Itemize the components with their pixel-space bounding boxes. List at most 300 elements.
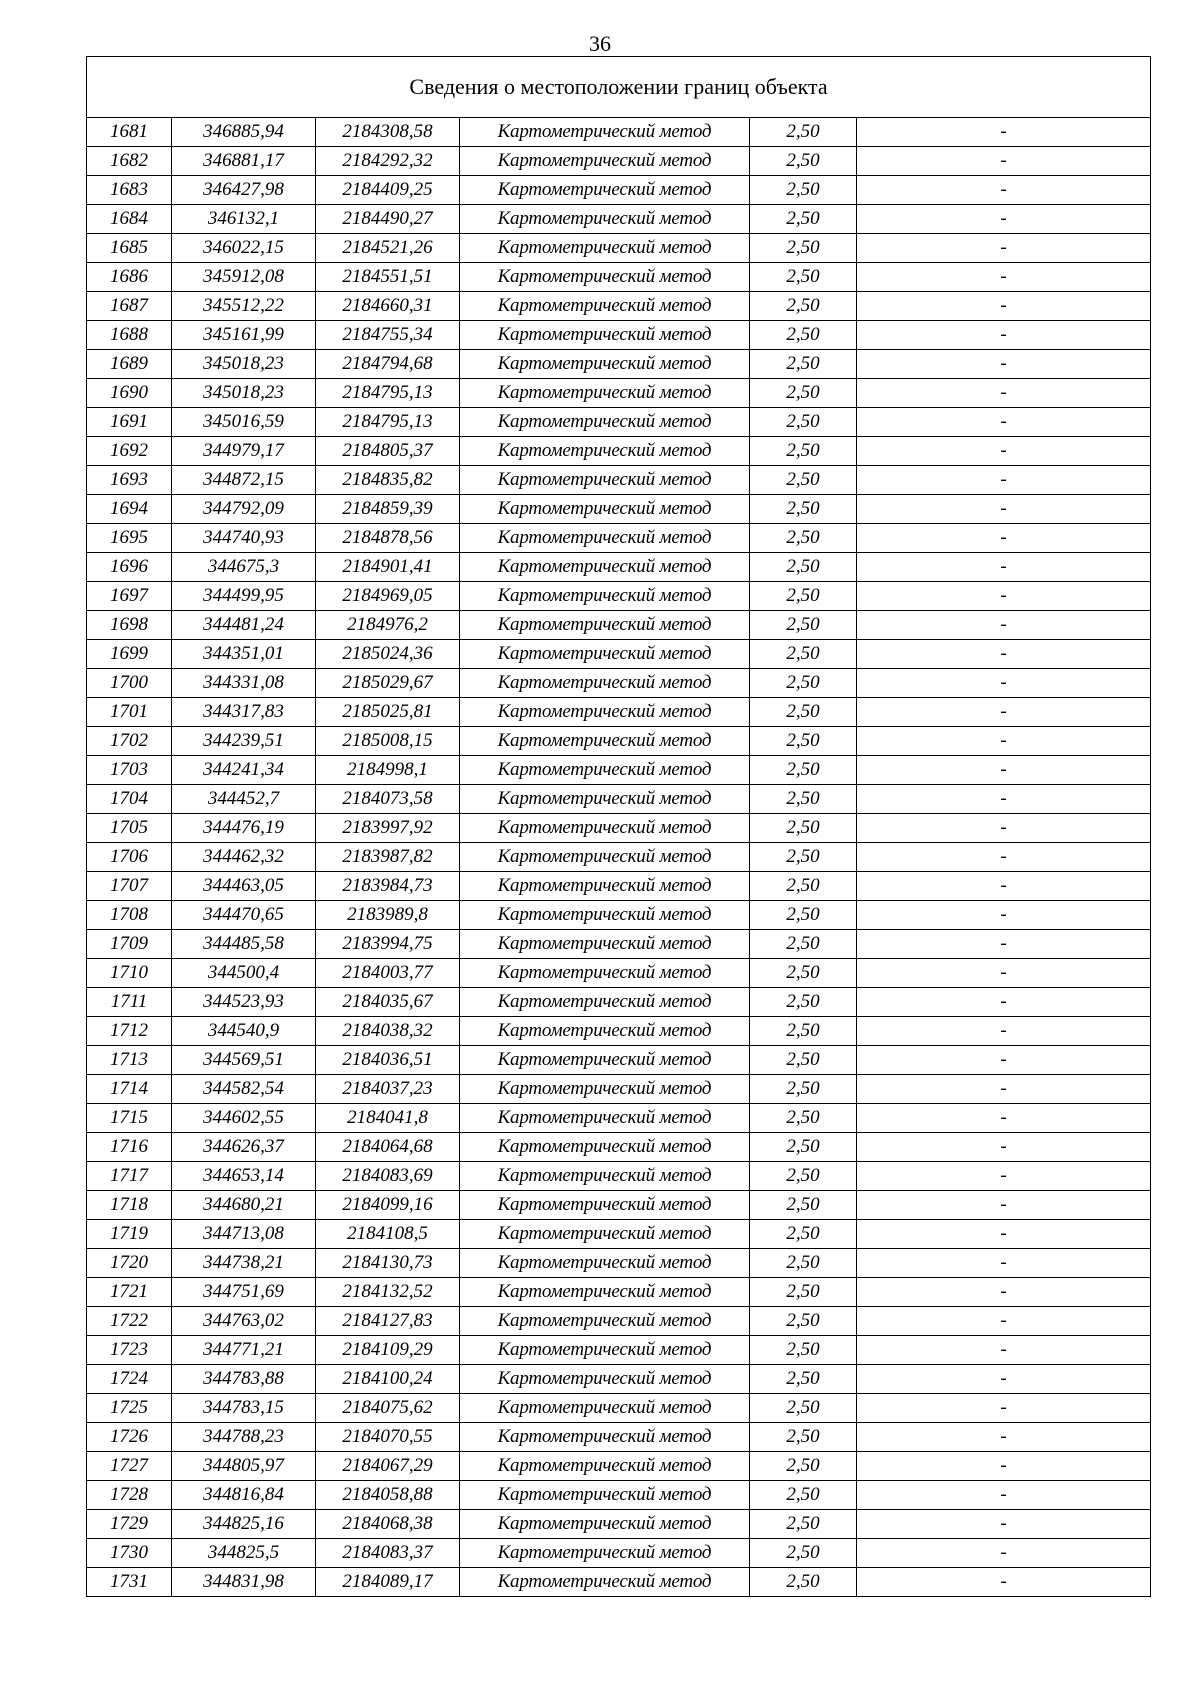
cell-point-number: 1727 — [87, 1452, 172, 1481]
cell-method: Картометрический метод — [460, 1075, 750, 1104]
table-row — [87, 1481, 1151, 1510]
table-row — [87, 1046, 1151, 1075]
cell-y-coordinate: 2184969,05 — [316, 582, 460, 611]
cell-x-coordinate: 344751,69 — [172, 1278, 316, 1307]
cell-note: - — [857, 843, 1151, 872]
cell-method: Картометрический метод — [460, 1278, 750, 1307]
cell-y-coordinate: 2184409,25 — [316, 176, 460, 205]
cell-y-coordinate: 2184035,67 — [316, 988, 460, 1017]
cell-x-coordinate: 344738,21 — [172, 1249, 316, 1278]
cell-note: - — [857, 292, 1151, 321]
cell-method: Картометрический метод — [460, 553, 750, 582]
cell-x-coordinate: 346427,98 — [172, 176, 316, 205]
table-row — [87, 1249, 1151, 1278]
cell-point-number: 1685 — [87, 234, 172, 263]
cell-accuracy: 2,50 — [750, 524, 857, 553]
table-row — [87, 205, 1151, 234]
table-row — [87, 930, 1151, 959]
cell-x-coordinate: 344331,08 — [172, 669, 316, 698]
cell-note: - — [857, 872, 1151, 901]
cell-method: Картометрический метод — [460, 1046, 750, 1075]
cell-point-number: 1682 — [87, 147, 172, 176]
table-title: Сведения о местоположении границ объекта — [87, 57, 1151, 118]
cell-accuracy: 2,50 — [750, 611, 857, 640]
cell-point-number: 1705 — [87, 814, 172, 843]
cell-method: Картометрический метод — [460, 1568, 750, 1597]
cell-accuracy: 2,50 — [750, 640, 857, 669]
cell-accuracy: 2,50 — [750, 1133, 857, 1162]
cell-accuracy: 2,50 — [750, 466, 857, 495]
cell-accuracy: 2,50 — [750, 988, 857, 1017]
cell-point-number: 1729 — [87, 1510, 172, 1539]
cell-y-coordinate: 2184003,77 — [316, 959, 460, 988]
table-row — [87, 988, 1151, 1017]
cell-accuracy: 2,50 — [750, 1191, 857, 1220]
cell-y-coordinate: 2184835,82 — [316, 466, 460, 495]
table-row — [87, 1104, 1151, 1133]
cell-accuracy: 2,50 — [750, 1452, 857, 1481]
cell-method: Картометрический метод — [460, 1394, 750, 1423]
table-row — [87, 582, 1151, 611]
cell-x-coordinate: 344763,02 — [172, 1307, 316, 1336]
cell-y-coordinate: 2184805,37 — [316, 437, 460, 466]
cell-note: - — [857, 1278, 1151, 1307]
cell-accuracy: 2,50 — [750, 1510, 857, 1539]
cell-method: Картометрический метод — [460, 930, 750, 959]
cell-point-number: 1717 — [87, 1162, 172, 1191]
cell-y-coordinate: 2184067,29 — [316, 1452, 460, 1481]
cell-method: Картометрический метод — [460, 1510, 750, 1539]
cell-accuracy: 2,50 — [750, 379, 857, 408]
table-row — [87, 147, 1151, 176]
cell-method: Картометрический метод — [460, 1539, 750, 1568]
cell-y-coordinate: 2184976,2 — [316, 611, 460, 640]
table-row — [87, 292, 1151, 321]
cell-method: Картометрический метод — [460, 611, 750, 640]
table-row — [87, 234, 1151, 263]
cell-note: - — [857, 1394, 1151, 1423]
cell-note: - — [857, 1481, 1151, 1510]
cell-method: Картометрический метод — [460, 901, 750, 930]
cell-method: Картометрический метод — [460, 1191, 750, 1220]
cell-point-number: 1698 — [87, 611, 172, 640]
cell-x-coordinate: 344602,55 — [172, 1104, 316, 1133]
cell-note: - — [857, 1423, 1151, 1452]
cell-note: - — [857, 495, 1151, 524]
table-row — [87, 872, 1151, 901]
table-title-row — [87, 57, 1151, 118]
cell-point-number: 1689 — [87, 350, 172, 379]
cell-y-coordinate: 2184089,17 — [316, 1568, 460, 1597]
cell-point-number: 1701 — [87, 698, 172, 727]
table-row — [87, 1394, 1151, 1423]
cell-y-coordinate: 2184127,83 — [316, 1307, 460, 1336]
cell-y-coordinate: 2184100,24 — [316, 1365, 460, 1394]
cell-y-coordinate: 2184109,29 — [316, 1336, 460, 1365]
cell-method: Картометрический метод — [460, 872, 750, 901]
cell-x-coordinate: 344463,05 — [172, 872, 316, 901]
cell-accuracy: 2,50 — [750, 959, 857, 988]
cell-accuracy: 2,50 — [750, 1539, 857, 1568]
cell-method: Картометрический метод — [460, 1423, 750, 1452]
cell-method: Картометрический метод — [460, 1249, 750, 1278]
cell-note: - — [857, 176, 1151, 205]
cell-accuracy: 2,50 — [750, 1278, 857, 1307]
cell-y-coordinate: 2184083,37 — [316, 1539, 460, 1568]
cell-note: - — [857, 727, 1151, 756]
cell-point-number: 1687 — [87, 292, 172, 321]
cell-accuracy: 2,50 — [750, 669, 857, 698]
table-row — [87, 1452, 1151, 1481]
cell-note: - — [857, 466, 1151, 495]
cell-method: Картометрический метод — [460, 1336, 750, 1365]
cell-point-number: 1697 — [87, 582, 172, 611]
cell-y-coordinate: 2184037,23 — [316, 1075, 460, 1104]
cell-accuracy: 2,50 — [750, 1481, 857, 1510]
table-row — [87, 1017, 1151, 1046]
table-row — [87, 466, 1151, 495]
cell-x-coordinate: 345161,99 — [172, 321, 316, 350]
boundary-table — [86, 56, 1151, 1597]
cell-method: Картометрический метод — [460, 640, 750, 669]
cell-x-coordinate: 344582,54 — [172, 1075, 316, 1104]
cell-method: Картометрический метод — [460, 959, 750, 988]
cell-note: - — [857, 350, 1151, 379]
cell-accuracy: 2,50 — [750, 582, 857, 611]
cell-point-number: 1709 — [87, 930, 172, 959]
cell-x-coordinate: 344462,32 — [172, 843, 316, 872]
cell-y-coordinate: 2184036,51 — [316, 1046, 460, 1075]
table-row — [87, 785, 1151, 814]
cell-note: - — [857, 640, 1151, 669]
cell-accuracy: 2,50 — [750, 1423, 857, 1452]
cell-method: Картометрический метод — [460, 1220, 750, 1249]
cell-point-number: 1699 — [87, 640, 172, 669]
cell-note: - — [857, 1075, 1151, 1104]
cell-y-coordinate: 2183989,8 — [316, 901, 460, 930]
cell-method: Картометрический метод — [460, 785, 750, 814]
cell-note: - — [857, 669, 1151, 698]
table-row — [87, 1568, 1151, 1597]
cell-point-number: 1704 — [87, 785, 172, 814]
cell-method: Картометрический метод — [460, 466, 750, 495]
table-row — [87, 814, 1151, 843]
cell-y-coordinate: 2183984,73 — [316, 872, 460, 901]
cell-point-number: 1720 — [87, 1249, 172, 1278]
cell-x-coordinate: 344239,51 — [172, 727, 316, 756]
cell-accuracy: 2,50 — [750, 292, 857, 321]
cell-point-number: 1718 — [87, 1191, 172, 1220]
cell-accuracy: 2,50 — [750, 1394, 857, 1423]
cell-accuracy: 2,50 — [750, 1104, 857, 1133]
cell-note: - — [857, 408, 1151, 437]
cell-note: - — [857, 901, 1151, 930]
cell-method: Картометрический метод — [460, 1017, 750, 1046]
table-row — [87, 1365, 1151, 1394]
cell-accuracy: 2,50 — [750, 1046, 857, 1075]
cell-y-coordinate: 2184521,26 — [316, 234, 460, 263]
cell-y-coordinate: 2184308,58 — [316, 118, 460, 147]
cell-note: - — [857, 1220, 1151, 1249]
cell-x-coordinate: 344675,3 — [172, 553, 316, 582]
cell-y-coordinate: 2185025,81 — [316, 698, 460, 727]
table-row — [87, 640, 1151, 669]
cell-accuracy: 2,50 — [750, 234, 857, 263]
cell-y-coordinate: 2185029,67 — [316, 669, 460, 698]
cell-method: Картометрический метод — [460, 843, 750, 872]
cell-accuracy: 2,50 — [750, 1075, 857, 1104]
cell-point-number: 1712 — [87, 1017, 172, 1046]
cell-point-number: 1691 — [87, 408, 172, 437]
cell-y-coordinate: 2184070,55 — [316, 1423, 460, 1452]
cell-method: Картометрический метод — [460, 814, 750, 843]
cell-point-number: 1706 — [87, 843, 172, 872]
cell-note: - — [857, 205, 1151, 234]
cell-method: Картометрический метод — [460, 1104, 750, 1133]
cell-accuracy: 2,50 — [750, 698, 857, 727]
cell-method: Картометрический метод — [460, 118, 750, 147]
table-row — [87, 959, 1151, 988]
cell-accuracy: 2,50 — [750, 930, 857, 959]
cell-x-coordinate: 344499,95 — [172, 582, 316, 611]
cell-x-coordinate: 344792,09 — [172, 495, 316, 524]
cell-accuracy: 2,50 — [750, 814, 857, 843]
cell-note: - — [857, 321, 1151, 350]
table-row — [87, 495, 1151, 524]
cell-note: - — [857, 1510, 1151, 1539]
table-row — [87, 176, 1151, 205]
table-row — [87, 669, 1151, 698]
cell-y-coordinate: 2184075,62 — [316, 1394, 460, 1423]
cell-y-coordinate: 2184108,5 — [316, 1220, 460, 1249]
cell-y-coordinate: 2183987,82 — [316, 843, 460, 872]
cell-point-number: 1703 — [87, 756, 172, 785]
cell-x-coordinate: 344783,15 — [172, 1394, 316, 1423]
cell-note: - — [857, 1336, 1151, 1365]
table-row — [87, 1307, 1151, 1336]
cell-x-coordinate: 345016,59 — [172, 408, 316, 437]
cell-x-coordinate: 344351,01 — [172, 640, 316, 669]
cell-point-number: 1684 — [87, 205, 172, 234]
cell-y-coordinate: 2184064,68 — [316, 1133, 460, 1162]
cell-accuracy: 2,50 — [750, 147, 857, 176]
cell-accuracy: 2,50 — [750, 901, 857, 930]
cell-point-number: 1707 — [87, 872, 172, 901]
cell-y-coordinate: 2184083,69 — [316, 1162, 460, 1191]
table-row — [87, 379, 1151, 408]
cell-method: Картометрический метод — [460, 756, 750, 785]
table-row — [87, 1133, 1151, 1162]
table-row — [87, 727, 1151, 756]
cell-x-coordinate: 344476,19 — [172, 814, 316, 843]
table-row — [87, 408, 1151, 437]
cell-method: Картометрический метод — [460, 582, 750, 611]
cell-point-number: 1716 — [87, 1133, 172, 1162]
cell-method: Картометрический метод — [460, 727, 750, 756]
cell-note: - — [857, 1191, 1151, 1220]
cell-note: - — [857, 263, 1151, 292]
cell-x-coordinate: 344740,93 — [172, 524, 316, 553]
cell-method: Картометрический метод — [460, 263, 750, 292]
cell-y-coordinate: 2184292,32 — [316, 147, 460, 176]
cell-note: - — [857, 524, 1151, 553]
cell-note: - — [857, 988, 1151, 1017]
cell-accuracy: 2,50 — [750, 553, 857, 582]
cell-x-coordinate: 344825,16 — [172, 1510, 316, 1539]
cell-y-coordinate: 2184795,13 — [316, 408, 460, 437]
table-row — [87, 901, 1151, 930]
cell-note: - — [857, 959, 1151, 988]
cell-method: Картометрический метод — [460, 669, 750, 698]
cell-point-number: 1724 — [87, 1365, 172, 1394]
cell-point-number: 1723 — [87, 1336, 172, 1365]
cell-x-coordinate: 344805,97 — [172, 1452, 316, 1481]
cell-x-coordinate: 344481,24 — [172, 611, 316, 640]
table-row — [87, 1278, 1151, 1307]
cell-y-coordinate: 2184132,52 — [316, 1278, 460, 1307]
cell-y-coordinate: 2184901,41 — [316, 553, 460, 582]
cell-accuracy: 2,50 — [750, 176, 857, 205]
cell-method: Картометрический метод — [460, 1307, 750, 1336]
cell-point-number: 1730 — [87, 1539, 172, 1568]
table-row — [87, 263, 1151, 292]
table-row — [87, 1336, 1151, 1365]
cell-point-number: 1702 — [87, 727, 172, 756]
cell-accuracy: 2,50 — [750, 727, 857, 756]
cell-x-coordinate: 344825,5 — [172, 1539, 316, 1568]
cell-x-coordinate: 344500,4 — [172, 959, 316, 988]
cell-note: - — [857, 147, 1151, 176]
cell-point-number: 1722 — [87, 1307, 172, 1336]
cell-note: - — [857, 379, 1151, 408]
cell-note: - — [857, 1568, 1151, 1597]
table-row — [87, 437, 1151, 466]
cell-x-coordinate: 344788,23 — [172, 1423, 316, 1452]
table-row — [87, 1423, 1151, 1452]
table-row — [87, 553, 1151, 582]
cell-method: Картометрический метод — [460, 176, 750, 205]
cell-note: - — [857, 756, 1151, 785]
cell-y-coordinate: 2184998,1 — [316, 756, 460, 785]
cell-method: Картометрический метод — [460, 205, 750, 234]
table-row — [87, 1162, 1151, 1191]
cell-note: - — [857, 611, 1151, 640]
cell-x-coordinate: 344317,83 — [172, 698, 316, 727]
table-row — [87, 524, 1151, 553]
cell-y-coordinate: 2184859,39 — [316, 495, 460, 524]
table-row — [87, 1220, 1151, 1249]
cell-note: - — [857, 1539, 1151, 1568]
table-row — [87, 611, 1151, 640]
cell-x-coordinate: 344626,37 — [172, 1133, 316, 1162]
cell-note: - — [857, 582, 1151, 611]
cell-note: - — [857, 1017, 1151, 1046]
cell-method: Картометрический метод — [460, 988, 750, 1017]
cell-x-coordinate: 344452,7 — [172, 785, 316, 814]
cell-x-coordinate: 346885,94 — [172, 118, 316, 147]
cell-method: Картометрический метод — [460, 234, 750, 263]
cell-accuracy: 2,50 — [750, 1220, 857, 1249]
cell-accuracy: 2,50 — [750, 843, 857, 872]
cell-note: - — [857, 785, 1151, 814]
cell-y-coordinate: 2184551,51 — [316, 263, 460, 292]
cell-accuracy: 2,50 — [750, 785, 857, 814]
table-body — [87, 57, 1151, 1597]
table-row — [87, 1510, 1151, 1539]
cell-x-coordinate: 344771,21 — [172, 1336, 316, 1365]
cell-method: Картометрический метод — [460, 437, 750, 466]
cell-point-number: 1725 — [87, 1394, 172, 1423]
table-row — [87, 1075, 1151, 1104]
cell-note: - — [857, 234, 1151, 263]
cell-y-coordinate: 2184490,27 — [316, 205, 460, 234]
cell-accuracy: 2,50 — [750, 1162, 857, 1191]
cell-point-number: 1714 — [87, 1075, 172, 1104]
cell-point-number: 1692 — [87, 437, 172, 466]
cell-y-coordinate: 2184795,13 — [316, 379, 460, 408]
cell-x-coordinate: 345018,23 — [172, 379, 316, 408]
cell-note: - — [857, 553, 1151, 582]
cell-y-coordinate: 2183994,75 — [316, 930, 460, 959]
cell-method: Картометрический метод — [460, 1481, 750, 1510]
cell-method: Картометрический метод — [460, 350, 750, 379]
cell-point-number: 1721 — [87, 1278, 172, 1307]
cell-method: Картометрический метод — [460, 1162, 750, 1191]
table-row — [87, 756, 1151, 785]
cell-x-coordinate: 346881,17 — [172, 147, 316, 176]
cell-accuracy: 2,50 — [750, 205, 857, 234]
cell-method: Картометрический метод — [460, 1365, 750, 1394]
cell-note: - — [857, 1452, 1151, 1481]
cell-point-number: 1715 — [87, 1104, 172, 1133]
page-number: 36 — [589, 31, 611, 56]
cell-x-coordinate: 344713,08 — [172, 1220, 316, 1249]
cell-point-number: 1681 — [87, 118, 172, 147]
cell-x-coordinate: 345018,23 — [172, 350, 316, 379]
cell-x-coordinate: 344485,58 — [172, 930, 316, 959]
table-row — [87, 843, 1151, 872]
cell-y-coordinate: 2184099,16 — [316, 1191, 460, 1220]
cell-x-coordinate: 344569,51 — [172, 1046, 316, 1075]
cell-y-coordinate: 2184073,58 — [316, 785, 460, 814]
cell-method: Картометрический метод — [460, 698, 750, 727]
cell-x-coordinate: 344872,15 — [172, 466, 316, 495]
cell-y-coordinate: 2184794,68 — [316, 350, 460, 379]
table-row — [87, 350, 1151, 379]
cell-note: - — [857, 1249, 1151, 1278]
cell-y-coordinate: 2183997,92 — [316, 814, 460, 843]
table-row — [87, 118, 1151, 147]
cell-method: Картометрический метод — [460, 495, 750, 524]
cell-point-number: 1711 — [87, 988, 172, 1017]
cell-point-number: 1728 — [87, 1481, 172, 1510]
cell-y-coordinate: 2184068,38 — [316, 1510, 460, 1539]
cell-point-number: 1700 — [87, 669, 172, 698]
cell-y-coordinate: 2185008,15 — [316, 727, 460, 756]
cell-accuracy: 2,50 — [750, 1568, 857, 1597]
cell-x-coordinate: 344653,14 — [172, 1162, 316, 1191]
cell-note: - — [857, 698, 1151, 727]
cell-x-coordinate: 344783,88 — [172, 1365, 316, 1394]
cell-note: - — [857, 1365, 1151, 1394]
cell-point-number: 1694 — [87, 495, 172, 524]
cell-accuracy: 2,50 — [750, 872, 857, 901]
cell-y-coordinate: 2184041,8 — [316, 1104, 460, 1133]
cell-accuracy: 2,50 — [750, 408, 857, 437]
cell-accuracy: 2,50 — [750, 1336, 857, 1365]
cell-accuracy: 2,50 — [750, 437, 857, 466]
cell-x-coordinate: 344470,65 — [172, 901, 316, 930]
